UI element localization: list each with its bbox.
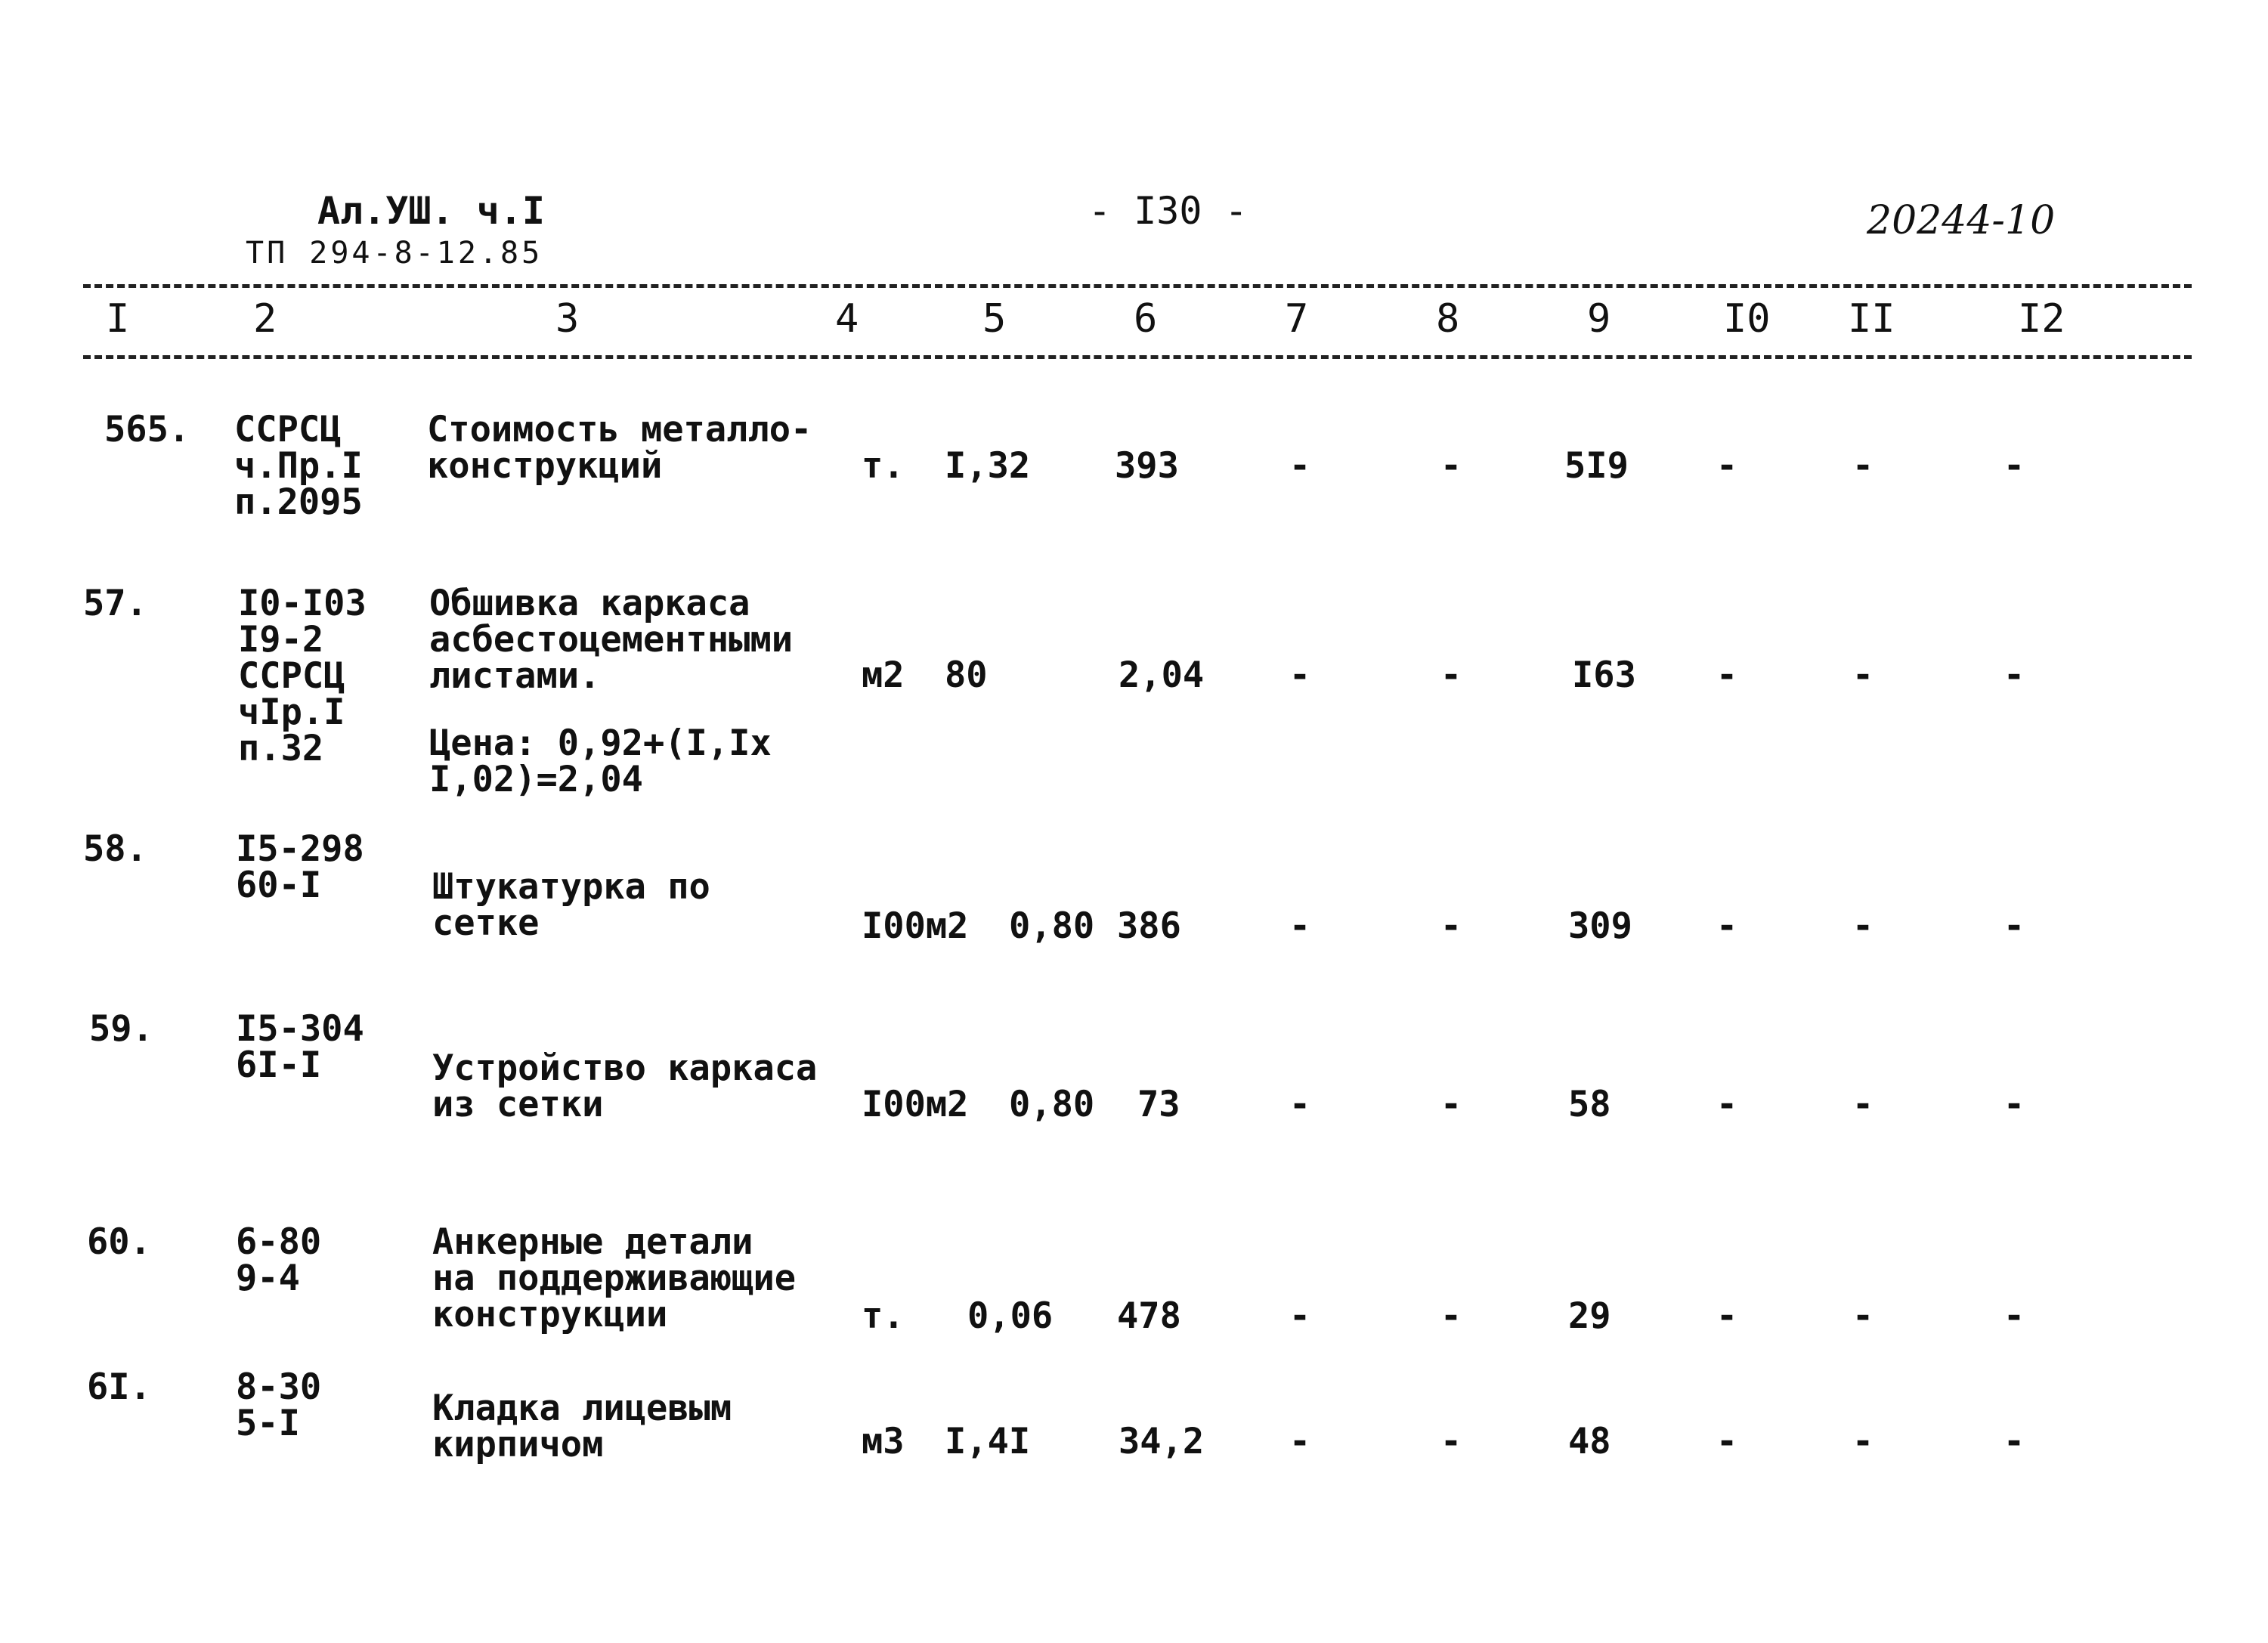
row-col8: - — [1440, 654, 1462, 696]
row-col10: - — [1716, 905, 1738, 947]
col-header-1: I — [106, 296, 130, 342]
row-price-note: Цена: 0,92+(I,Iх I,02)=2,04 — [429, 722, 772, 800]
col-header-9: 9 — [1587, 296, 1611, 342]
header-top-rule — [83, 284, 2192, 288]
row-col8: - — [1440, 445, 1462, 487]
row-col10: - — [1716, 445, 1738, 487]
row-unit-price: 34,2 — [1119, 1421, 1205, 1462]
row-col11: - — [1852, 1295, 1874, 1337]
row-col11: - — [1852, 1084, 1874, 1125]
row-quantity: I,4I — [945, 1421, 1031, 1462]
col-header-4: 4 — [835, 296, 859, 342]
row-unit-price: 73 — [1137, 1084, 1180, 1125]
row-code: I0-I03 I9-2 ССРСЦ чIр.I п.32 — [238, 583, 367, 769]
col-header-11: II — [1848, 296, 1895, 342]
row-col11: - — [1852, 905, 1874, 947]
col-header-8: 8 — [1436, 296, 1460, 342]
row-quantity: 0,80 — [1009, 1084, 1095, 1125]
row-total: 58 — [1568, 1084, 1611, 1125]
row-quantity: I,32 — [945, 445, 1031, 487]
row-unit: м2 — [862, 654, 905, 696]
row-description: Кладка лицевым кирпичом — [432, 1388, 732, 1465]
row-col10: - — [1716, 1421, 1738, 1462]
col-header-3: 3 — [555, 296, 580, 342]
row-col7: - — [1289, 654, 1311, 696]
row-unit: м3 — [862, 1421, 905, 1462]
row-col10: - — [1716, 1084, 1738, 1125]
page-number: - I30 - — [1088, 189, 1248, 233]
row-col12: - — [2003, 1084, 2025, 1125]
row-unit: т. — [862, 445, 905, 487]
row-col7: - — [1289, 445, 1311, 487]
row-number: 60. — [87, 1221, 151, 1263]
row-total: 29 — [1568, 1295, 1611, 1337]
row-total: 5I9 — [1564, 445, 1629, 487]
col-header-7: 7 — [1285, 296, 1309, 342]
row-unit: т. — [862, 1295, 905, 1337]
row-code: ССРСЦ ч.Пр.I п.2095 — [234, 409, 363, 523]
row-code: 8-30 5-I — [236, 1366, 322, 1444]
row-number: 57. — [83, 583, 147, 624]
row-col8: - — [1440, 1295, 1462, 1337]
handwritten-doc-number: 20244-10 — [1867, 198, 2056, 243]
col-header-10: I0 — [1723, 296, 1771, 342]
row-col12: - — [2003, 654, 2025, 696]
row-col7: - — [1289, 1084, 1311, 1125]
row-unit: I00м2 — [862, 1084, 969, 1125]
row-description: Устройство каркаса из сетки — [432, 1047, 818, 1125]
row-col8: - — [1440, 1084, 1462, 1125]
row-total: 309 — [1568, 905, 1632, 947]
row-col11: - — [1852, 654, 1874, 696]
album-reference: Ал.УШ. ч.I — [317, 189, 546, 233]
row-col10: - — [1716, 654, 1738, 696]
col-header-5: 5 — [982, 296, 1007, 342]
row-col12: - — [2003, 1295, 2025, 1337]
project-code: ТП 294-8-12.85 — [246, 236, 543, 271]
row-number: 565. — [104, 409, 190, 450]
row-unit-price: 2,04 — [1119, 654, 1205, 696]
row-quantity: 0,80 — [1009, 905, 1095, 947]
row-description: Обшивка каркаса асбестоцементными листами. — [429, 583, 794, 697]
row-number: 58. — [83, 828, 147, 870]
row-col7: - — [1289, 905, 1311, 947]
row-unit: I00м2 — [862, 905, 969, 947]
col-header-6: 6 — [1134, 296, 1158, 342]
row-unit-price: 478 — [1117, 1295, 1181, 1337]
row-code: 6-80 9-4 — [236, 1221, 322, 1299]
row-col11: - — [1852, 445, 1874, 487]
row-col8: - — [1440, 905, 1462, 947]
col-header-12: I2 — [2018, 296, 2065, 342]
col-header-2: 2 — [253, 296, 277, 342]
row-number: 59. — [89, 1008, 153, 1050]
row-unit-price: 386 — [1117, 905, 1181, 947]
row-col7: - — [1289, 1421, 1311, 1462]
row-col12: - — [2003, 905, 2025, 947]
header-bottom-rule — [83, 355, 2192, 359]
row-code: I5-304 6I-I — [236, 1008, 364, 1086]
row-col8: - — [1440, 1421, 1462, 1462]
row-col12: - — [2003, 1421, 2025, 1462]
row-description: Стоимость металло- конструкций — [427, 409, 812, 487]
row-col10: - — [1716, 1295, 1738, 1337]
row-description: Штукатурка по сетке — [432, 866, 710, 944]
row-quantity: 80 — [945, 654, 988, 696]
row-total: I63 — [1572, 654, 1636, 696]
row-unit-price: 393 — [1115, 445, 1179, 487]
row-number: 6I. — [87, 1366, 151, 1408]
row-col11: - — [1852, 1421, 1874, 1462]
row-quantity: 0,06 — [967, 1295, 1054, 1337]
row-col12: - — [2003, 445, 2025, 487]
row-total: 48 — [1568, 1421, 1611, 1462]
row-description: Анкерные детали на поддерживающие конструкции — [432, 1221, 797, 1335]
row-code: I5-298 60-I — [236, 828, 364, 906]
row-col7: - — [1289, 1295, 1311, 1337]
